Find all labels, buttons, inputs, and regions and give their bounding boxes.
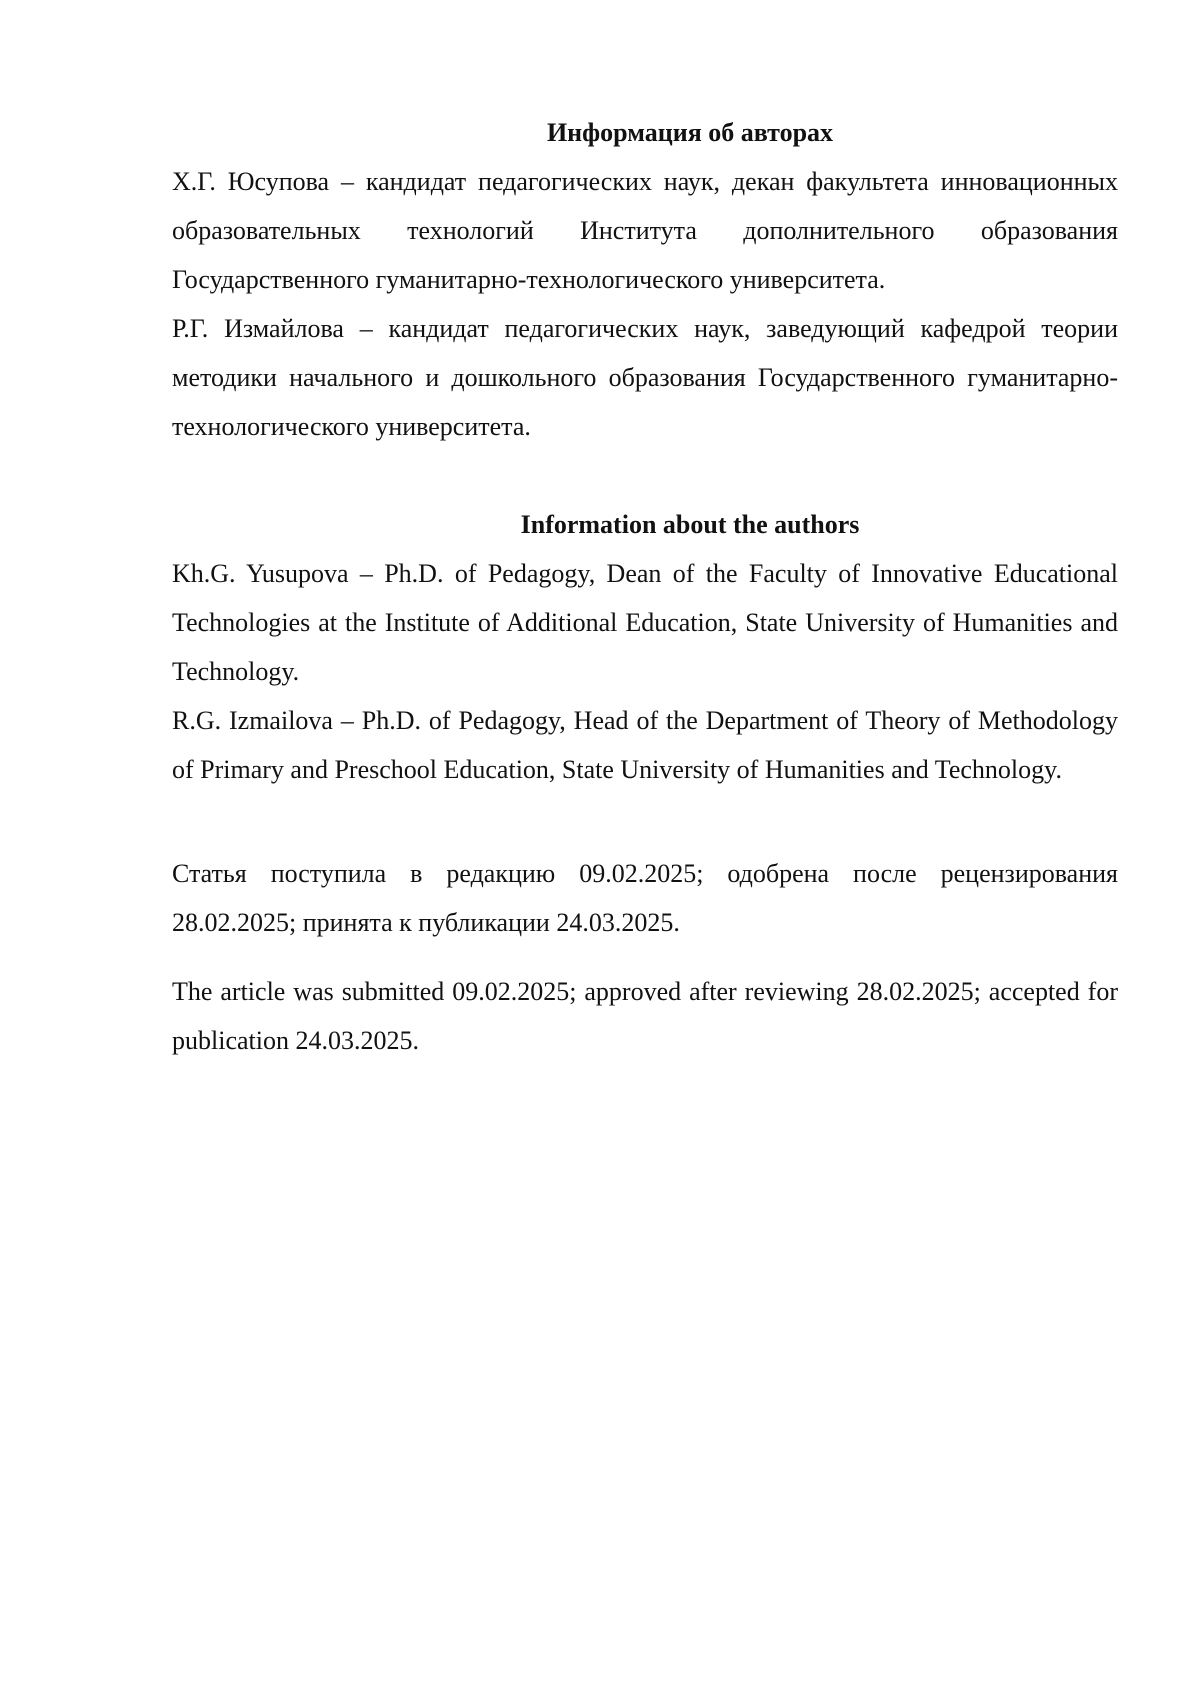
document-page — [172, 108, 1118, 1065]
en-article-dates: The article was submitted 09.02.2025; approved after reviewing 28.02.2025; accepted for publication 24.03.2025. — [172, 977, 1118, 1055]
en-author-yusupova: Kh.G. Yusupova – Ph.D. of Pedagogy, Dean of the Faculty of Innovative Educational Technologies at the Institute of Additional Education, State University of Humanities and Technology. — [172, 559, 1118, 686]
dates-spacer — [172, 794, 1118, 849]
ru-author-izmailova: Р.Г. Измайлова – кандидат педагогических наук, заведующий кафедрой теории методики начального и дошкольного образования Государственного гуманитарно-технологического университета. — [172, 314, 1118, 441]
ru-author-yusupova: Х.Г. Юсупова – кандидат педагогических наук, декан факультета инновационных образовательных технологий Института дополнительного образования Государственного гуманитарно-технологического университета. — [172, 167, 1118, 294]
en-author-izmailova: R.G. Izmailova – Ph.D. of Pedagogy, Head of the Department of Theory of Methodology of Primary and Preschool Education, State University of Humanities and Technology. — [172, 706, 1118, 784]
ru-article-dates: Статья поступила в редакцию 09.02.2025; одобрена после рецензирования 28.02.2025; принята к публикации 24.03.2025. — [172, 859, 1118, 937]
en-authors-heading: Information about the authors — [520, 510, 860, 539]
section-spacer — [172, 451, 1118, 500]
dates-gap — [172, 947, 1118, 967]
ru-authors-heading: Информация об авторах — [546, 118, 834, 147]
